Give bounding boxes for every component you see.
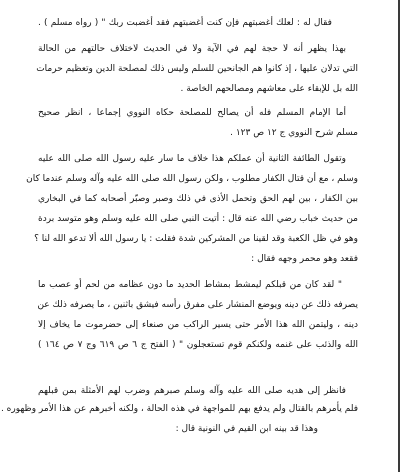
text-line: الله بل للإبقاء على معاشهم ومصالحهم الخاصة . xyxy=(180,84,358,94)
text-line: مسلم شرح النووي ج ١٢ ص ١٢٣ . xyxy=(230,128,358,138)
text-line: وتقول الطائفة الثانية أن عملكم هذا خلاف ما سار عليه رسول الله صلى الله عليه xyxy=(38,154,346,164)
text-line: " لقد كان من قبلكم ليمشط بمشاط الحديد ما دون عظامه من لحم أو عصب ما xyxy=(38,280,342,290)
text-line: التي تدلان عليها ، إذ كانوا هم الجانحين للسلم وليس ذلك لمصلحة الدين وتعظيم حرمات xyxy=(36,64,358,74)
text-line: فقال له : لعلك أغضبتهم فإن كنت أغضبتهم فقد أغضبت ربك " ( رواه مسلم ) . xyxy=(38,18,332,28)
text-line: وهو في ظل الكعبة وقد لقينا من المشركين شدة فقلت : يا رسول الله ألا تدعو الله لنا ؟ xyxy=(34,234,358,244)
text-line: يصرفه ذلك عن دينه ويوضع المنشار على مفرق رأسه فيشق باثنين ، ما يصرفه ذلك عن xyxy=(37,300,358,310)
text-line: وهذا قد بينه ابن القيم في النونية قال : xyxy=(175,424,318,434)
text-line: فقعد وهو محمر وجهه فقال : xyxy=(251,254,358,264)
text-line: دينه ، وليتمن الله هذا الأمر حتى يسير الراكب من صنعاء إلى حضرموت ما يخاف إلا xyxy=(38,320,358,330)
text-line: بهذا يظهر أنه لا حجة لهم في الآية ولا في الحديث لاختلاف حالتهم من الحالة xyxy=(38,44,346,54)
text-line: فلم يأمرهم بالقتال ولم يدفع بهم للمواجهة في هذه الحالة ، ولكنه أخبرهم عن هذا الأمر وظهوره . xyxy=(0,404,358,414)
text-line: وسلم ، مع أن قتال الكفار مطلوب ، ولكن رسول الله صلى الله عليه وآله وسلم عندما كان xyxy=(26,174,358,184)
text-line: فانظر إلى هديه صلى الله عليه وآله وسلم صبرهم وضرب لهم الأمثلة بمن قبلهم xyxy=(38,386,346,396)
text-line: الله والذئب على غنمه ولكنكم قوم تستعجلون " ( الفتح ج ٦ ص ٦١٩ وج ٧ ص ١٦٤ ) xyxy=(38,340,359,350)
text-line: بين الكفار ، بين لهم الحق وتحمل الأذى في ذلك وصبر وصبّر أصحابه كما في البخاري xyxy=(38,194,358,204)
text-line: أما الإمام المسلم فله أن يصالح للمصلحة حكاه النووي إجماعا ، انظر صحيح xyxy=(38,108,346,118)
text-line: من حديث خباب رضي الله عنه قال : أتيت النبي صلى الله عليه وسلم وهو متوسد بردة xyxy=(38,214,358,224)
